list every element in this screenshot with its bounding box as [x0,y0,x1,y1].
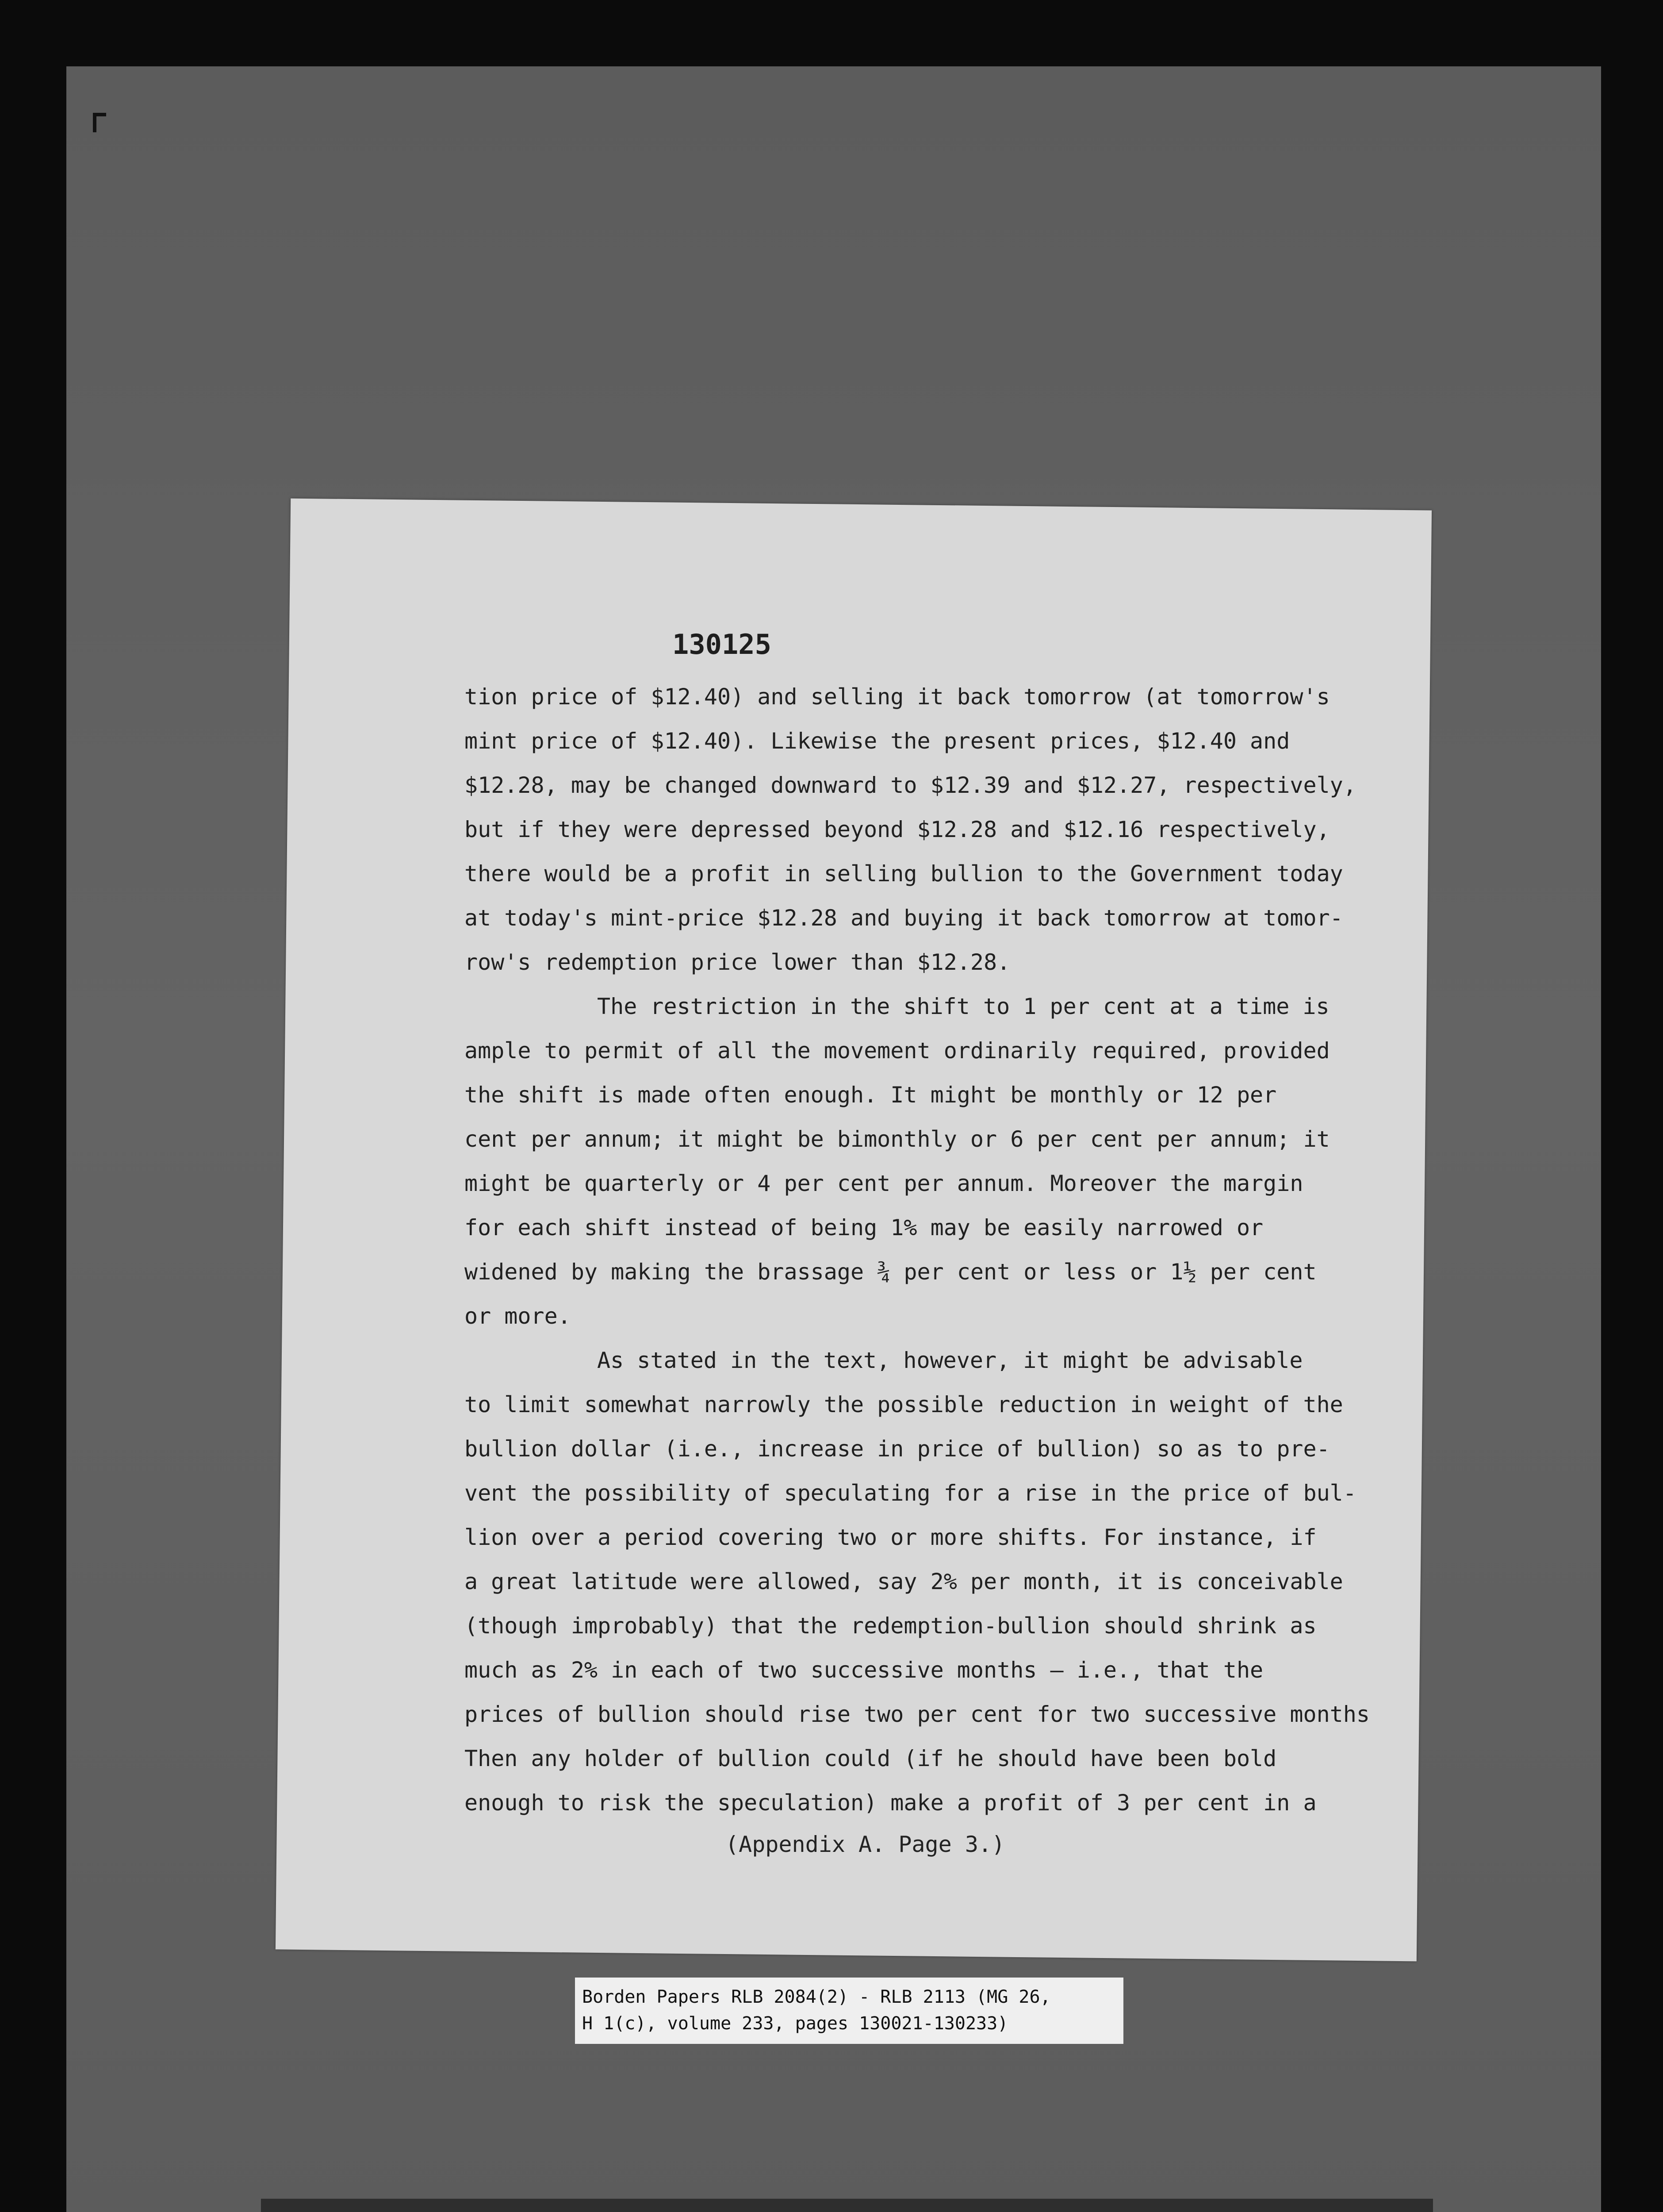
text-line: a great latitude were allowed, say 2% per month, it is conceivable [464,1569,1343,1594]
text-line: vent the possibility of speculating for a rise in the price of bul- [464,1480,1356,1506]
stamp-backing [261,2199,1433,2212]
text-line: Then any holder of bullion could (if he should have been bold [464,1746,1277,1771]
text-line: there would be a profit in selling bullion to the Government today [464,861,1343,887]
text-line: to limit somewhat narrowly the possible reduction in weight of the [464,1392,1343,1417]
text-line: mint price of $12.40). Likewise the present prices, $12.40 and [464,728,1290,754]
page-number: 130125 [672,628,771,661]
text-line: or more. [464,1303,571,1329]
corner-mark [93,113,106,132]
text-line: The restriction in the shift to 1 per cent at a time is [597,994,1330,1019]
text-line: $12.28, may be changed downward to $12.39 and $12.27, respectively, [464,772,1356,798]
text-line: at today's mint-price $12.28 and buying it back tomorrow at tomor- [464,905,1343,931]
text-line: bullion dollar (i.e., increase in price of bullion) so as to pre- [464,1436,1330,1462]
text-line: (though improbably) that the redemption-bullion should shrink as [464,1613,1317,1639]
page-body [464,675,1371,1825]
text-line: widened by making the brassage ¾ per cent or less or 1½ per cent [464,1259,1317,1285]
reference-label-line: Borden Papers RLB 2084(2) - RLB 2113 (MG 26, [582,1987,1051,2007]
text-line: cent per annum; it might be bimonthly or 6 per cent per annum; it [464,1126,1330,1152]
text-line: ample to permit of all the movement ordinarily required, provided [464,1038,1330,1064]
reference-label [575,1978,1123,2044]
reference-label-line: H 1(c), volume 233, pages 130021-130233) [582,2013,1008,2034]
text-line: but if they were depressed beyond $12.28 and $12.16 respectively, [464,817,1330,842]
text-line: prices of bullion should rise two per cent for two successive months [464,1701,1370,1727]
text-line: row's redemption price lower than $12.28. [464,949,1011,975]
text-line: might be quarterly or 4 per cent per annum. Moreover the margin [464,1171,1303,1196]
text-line: lion over a period covering two or more shifts. For instance, if [464,1525,1317,1550]
text-line: enough to risk the speculation) make a profit of 3 per cent in a [464,1790,1317,1816]
text-line: tion price of $12.40) and selling it back tomorrow (at tomorrow's [464,684,1330,710]
text-line: much as 2% in each of two successive months — i.e., that the [464,1657,1264,1683]
text-line: As stated in the text, however, it might be advisable [597,1348,1303,1373]
text-line: for each shift instead of being 1% may be easily narrowed or [464,1215,1264,1240]
text-line: the shift is made often enough. It might be monthly or 12 per [464,1082,1277,1108]
page-caption: (Appendix A. Page 3.) [725,1832,1005,1857]
